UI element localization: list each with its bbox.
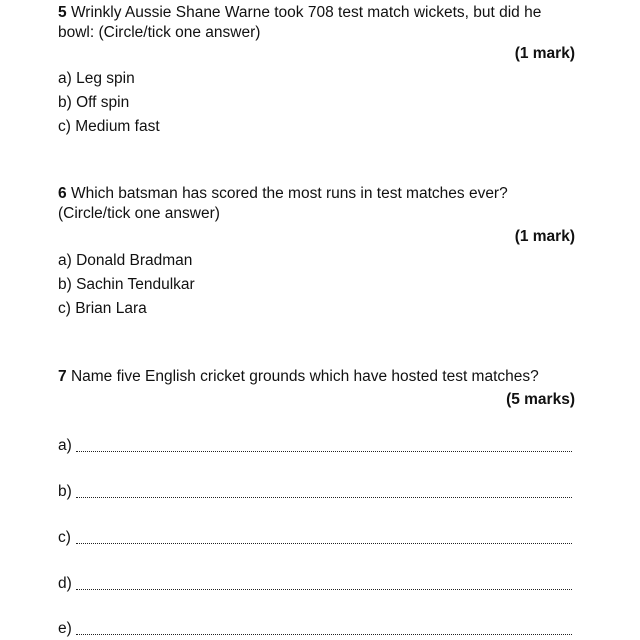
answer-label-c: c) [58, 529, 71, 546]
answer-dots-b[interactable] [76, 497, 572, 498]
answer-line-c[interactable] [58, 528, 572, 548]
question-6-body: Which batsman has scored the most runs in test matches ever? (Circle/tick one answer) [58, 185, 508, 222]
question-7-body: Name five English cricket grounds which have hosted test matches? [70, 368, 539, 385]
answer-dots-a[interactable] [76, 451, 572, 452]
answer-dots-d[interactable] [76, 589, 572, 590]
question-7-text [58, 367, 578, 387]
answer-line-a[interactable] [58, 436, 572, 456]
answer-dots-e[interactable] [76, 634, 572, 635]
answer-label-d: d) [58, 575, 72, 592]
answer-label-b: b) [58, 483, 72, 500]
question-5-body: Wrinkly Aussie Shane Warne took 708 test match wickets, but did he bowl: (Circle/tick one answer) [58, 4, 542, 41]
answer-label-a: a) [58, 437, 72, 454]
answer-label-e: e) [58, 620, 72, 637]
answer-dots-c[interactable] [76, 543, 572, 544]
question-5-option-a[interactable]: a) Leg spin [58, 70, 135, 87]
answer-line-b[interactable] [58, 482, 572, 502]
question-6-option-a[interactable]: a) Donald Bradman [58, 252, 193, 269]
question-6-marks: (1 mark) [514, 228, 575, 245]
question-5-option-b[interactable]: b) Off spin [58, 94, 130, 111]
question-7-number: 7 [58, 368, 67, 385]
question-6-option-c[interactable]: c) Brian Lara [58, 300, 147, 317]
question-5-number: 5 [58, 4, 67, 21]
answer-line-d[interactable] [58, 574, 572, 594]
question-6-option-b[interactable]: b) Sachin Tendulkar [58, 276, 195, 293]
question-6-number: 6 [58, 185, 67, 202]
question-6-text [58, 184, 578, 224]
question-5-text [58, 3, 578, 43]
answer-line-e[interactable] [58, 619, 572, 639]
question-5-option-c[interactable]: c) Medium fast [58, 118, 160, 135]
question-5-marks: (1 mark) [514, 45, 575, 62]
question-7-marks: (5 marks) [506, 391, 575, 408]
